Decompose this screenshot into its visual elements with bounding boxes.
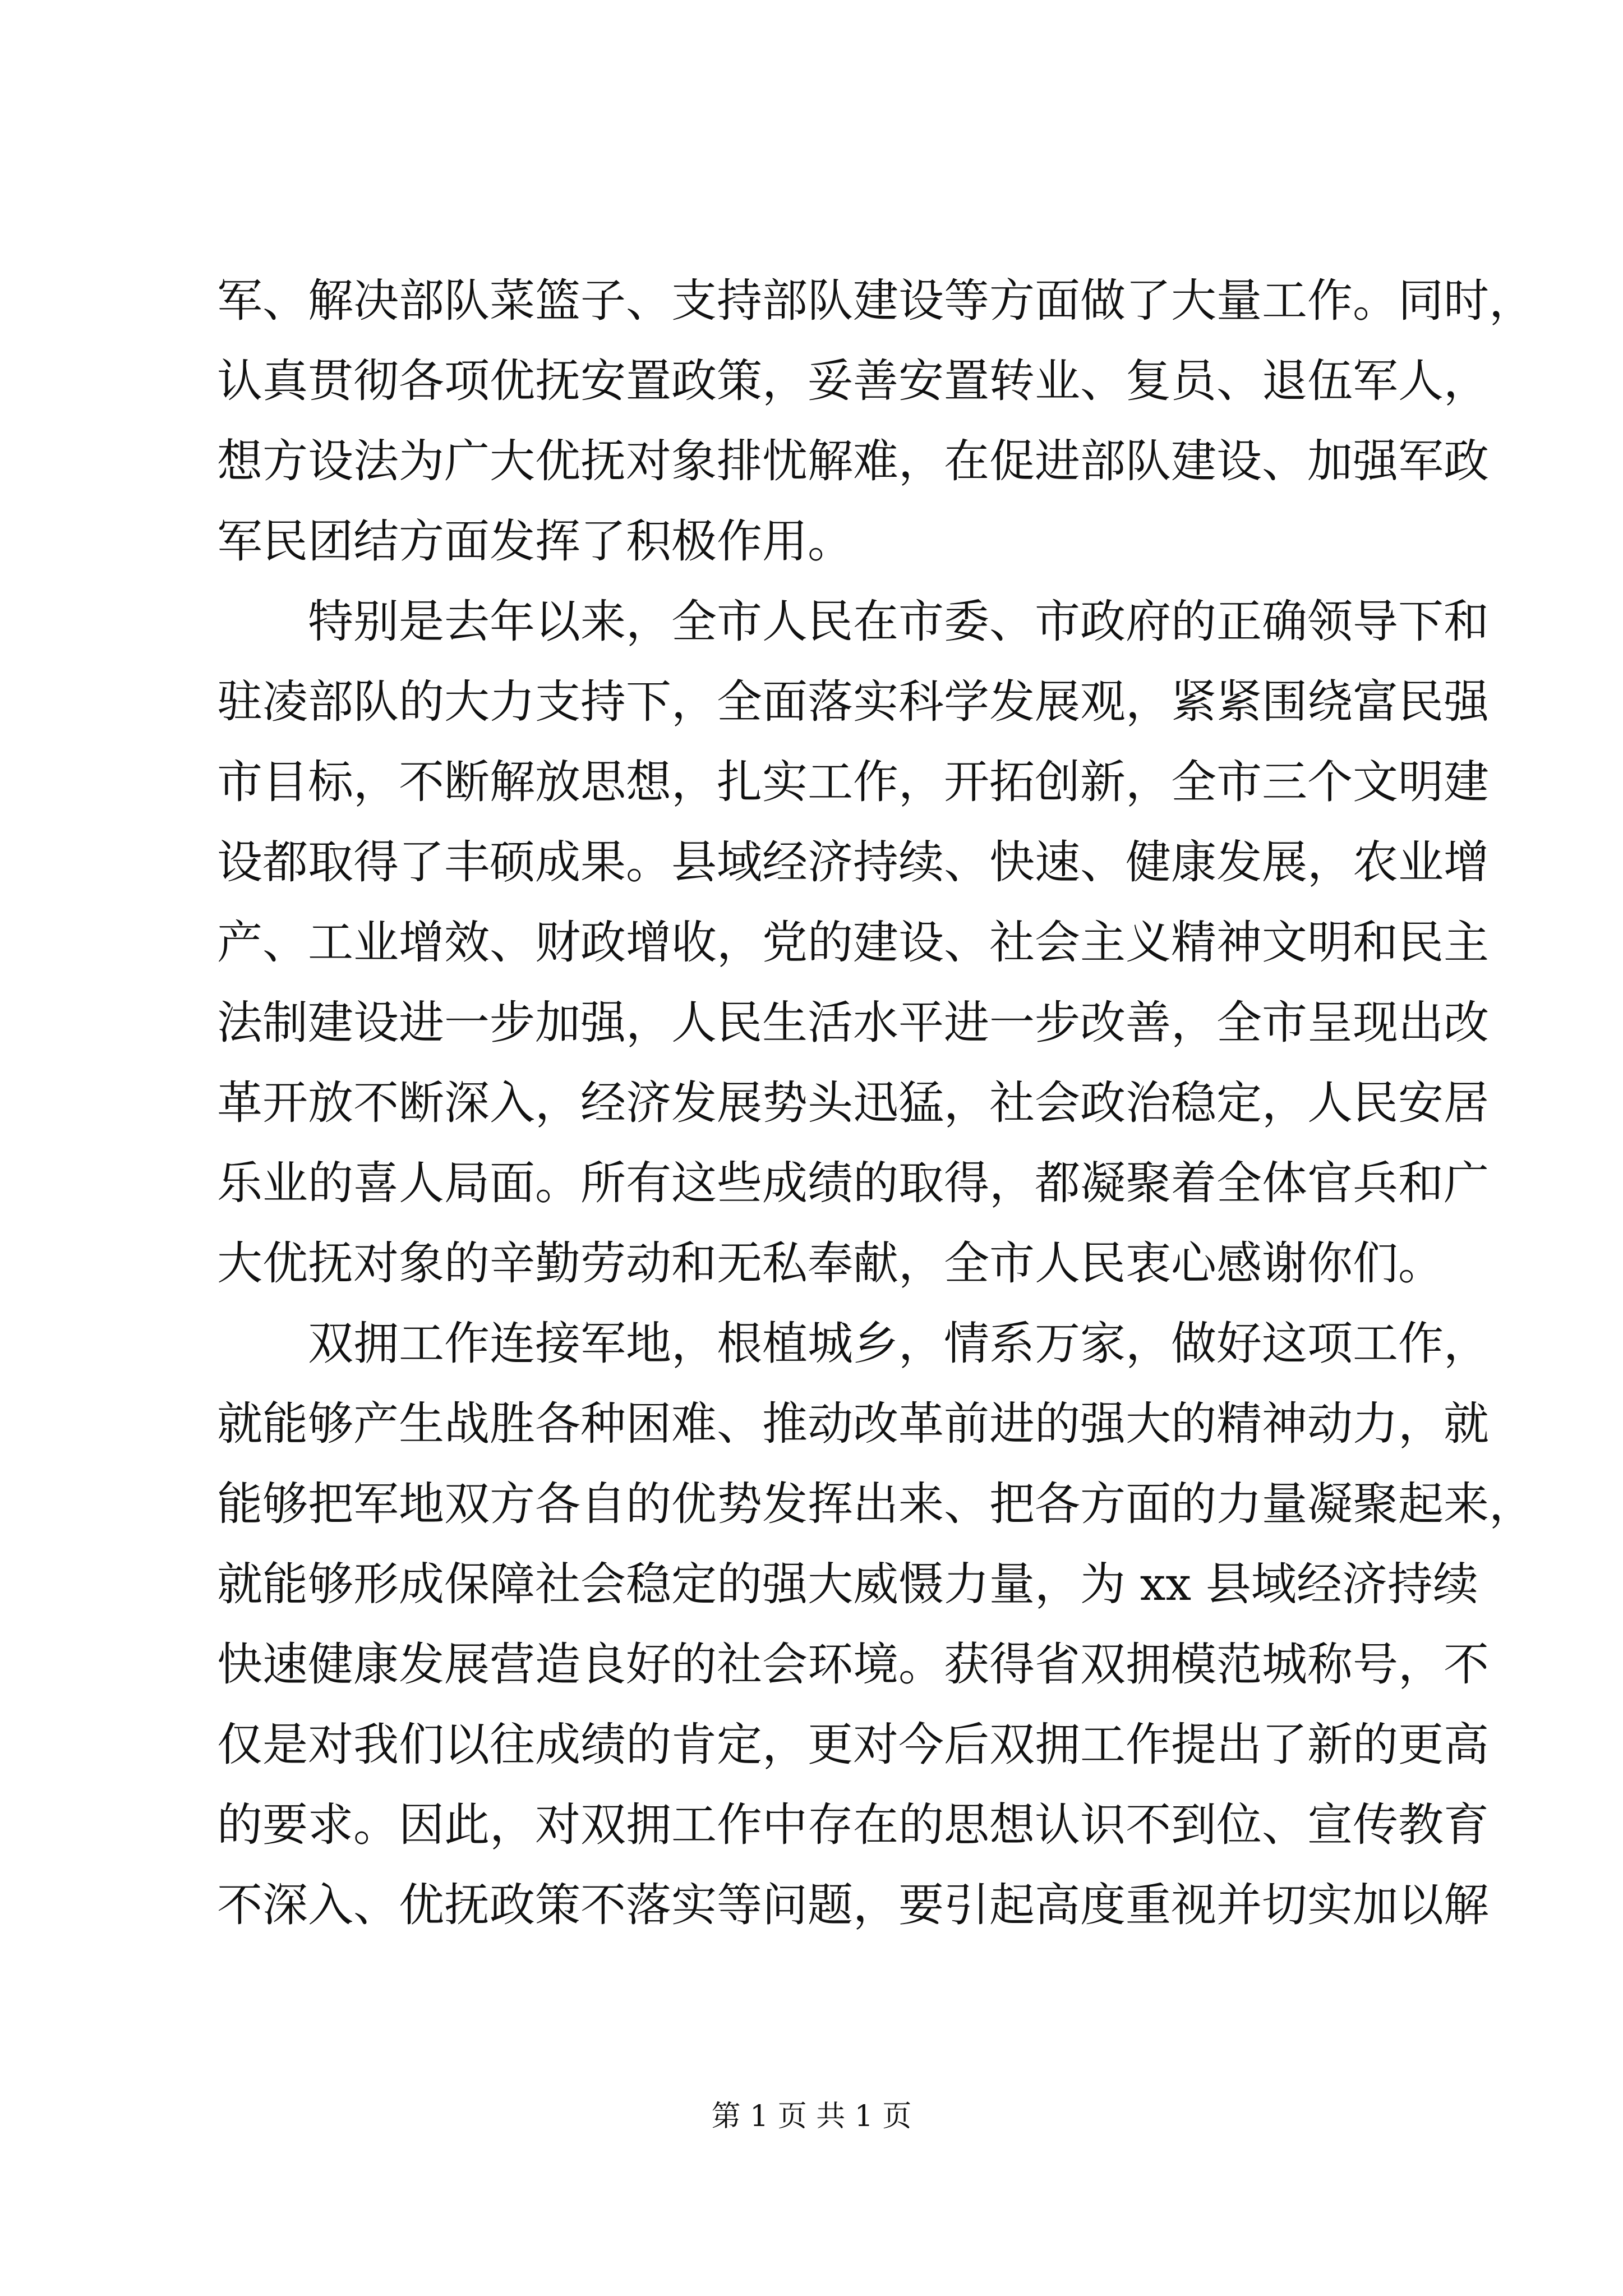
document-body	[217, 261, 1535, 1946]
text-line: 不深入、优抚政策不落实等问题，要引起高度重视并切实加以解	[217, 1879, 1490, 1932]
text-line: 革开放不断深入，经济发展势头迅猛，社会政治稳定，人民安居	[217, 1077, 1490, 1130]
text-line: 军民团结方面发挥了积极作用。	[217, 516, 854, 568]
text-line: 就能够形成保障社会稳定的强大威慑力量，为 xx 县域经济持续	[217, 1558, 1478, 1611]
text-line: 大优抚对象的辛勤劳动和无私奉献，全市人民衷心感谢你们。	[217, 1237, 1444, 1290]
text-line: 产、工业增效、财政增收，党的建设、社会主义精神文明和民主	[217, 917, 1490, 969]
text-line: 设都取得了丰硕成果。县域经济持续、快速、健康发展，农业增	[217, 836, 1490, 889]
text-line: 快速健康发展营造良好的社会环境。获得省双拥模范城称号，不	[217, 1639, 1490, 1691]
text-line: 特别是去年以来，全市人民在市委、市政府的正确领导下和	[308, 596, 1490, 648]
text-line: 想方设法为广大优抚对象排忧解难，在促进部队建设、加强军政	[217, 435, 1490, 488]
text-line: 乐业的喜人局面。所有这些成绩的取得，都凝聚着全体官兵和广	[217, 1157, 1490, 1210]
text-line: 军、解决部队菜篮子、支持部队建设等方面做了大量工作。同时，	[217, 275, 1535, 328]
text-line: 仅是对我们以往成绩的肯定，更对今后双拥工作提出了新的更高	[217, 1719, 1490, 1772]
text-line: 就能够产生战胜各种困难、推动改革前进的强大的精神动力，就	[217, 1398, 1490, 1451]
text-line: 双拥工作连接军地，根植城乡，情系万家，做好这项工作，	[308, 1318, 1490, 1370]
text-line: 能够把军地双方各自的优势发挥出来、把各方面的力量凝聚起来，	[217, 1478, 1535, 1531]
text-line: 认真贯彻各项优抚安置政策，妥善安置转业、复员、退伍军人，	[217, 355, 1490, 408]
text-line: 驻凌部队的大力支持下，全面落实科学发展观，紧紧围绕富民强	[217, 676, 1490, 729]
page-footer: 第 1 页 共 1 页	[711, 2100, 912, 2133]
text-line: 市目标，不断解放思想，扎实工作，开拓创新，全市三个文明建	[217, 756, 1490, 809]
text-line: 的要求。因此，对双拥工作中存在的思想认识不到位、宣传教育	[217, 1799, 1490, 1852]
text-line: 法制建设进一步加强，人民生活水平进一步改善，全市呈现出改	[217, 997, 1490, 1050]
